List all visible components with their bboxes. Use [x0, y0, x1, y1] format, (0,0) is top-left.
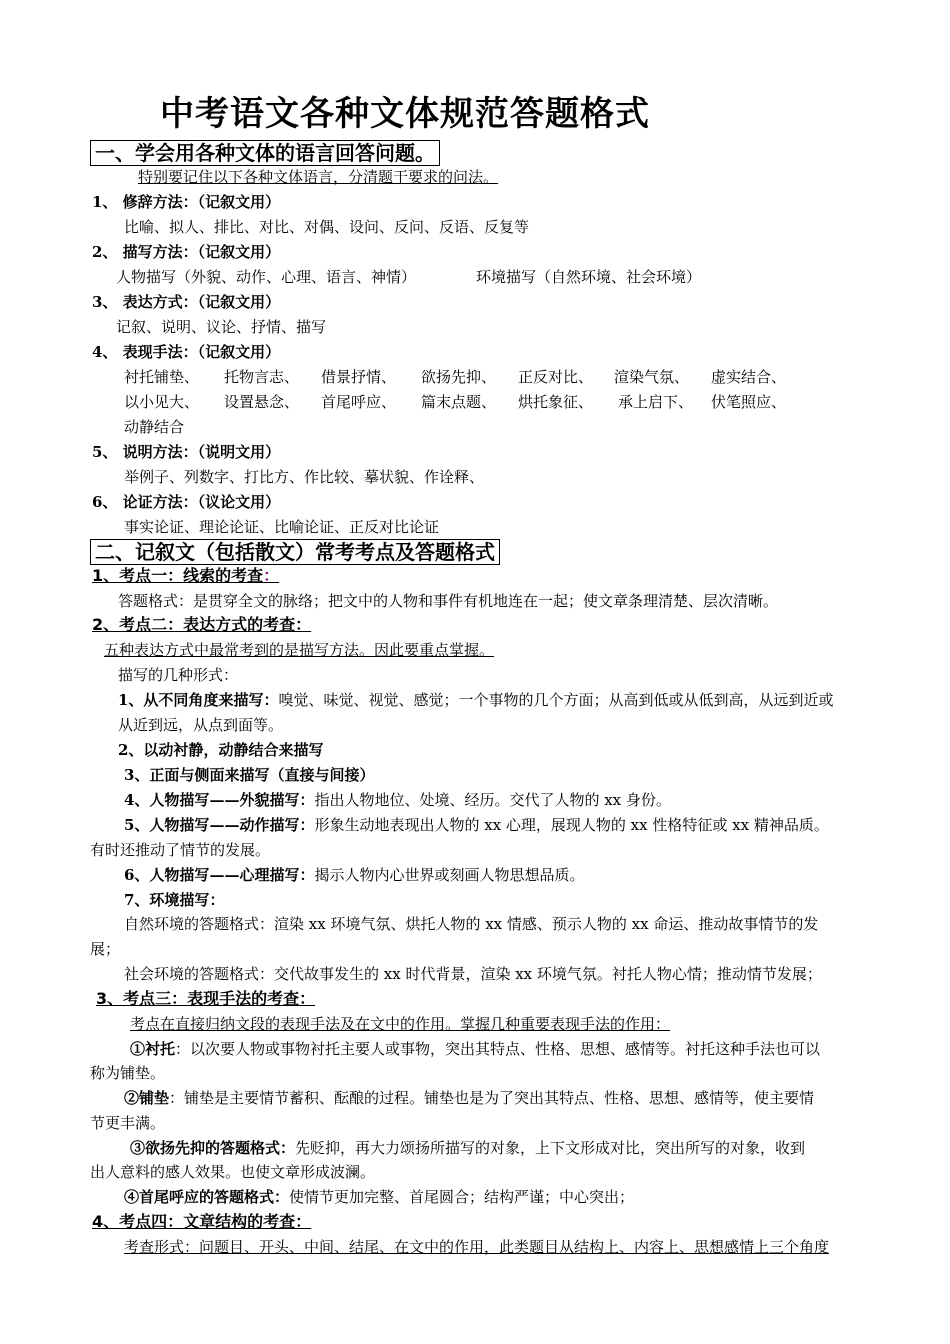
desc-7-social: 社会环境的答题格式：交代故事发生的 xx 时代背景，渲染 xx 环境气氛。衬托人物心情；推动情节发展； [124, 965, 822, 983]
technique: 虚实结合、 [711, 368, 787, 386]
technique: 承上启下、 [618, 393, 694, 411]
item-6-body: 事实论证、理论论证、比喻论证、正反对比论证 [124, 518, 440, 536]
point-4-note: 考查形式：问题目、开头、中间、结尾、在文中的作用，此类题目从结构上、内容上、思想感情上三个角度 [124, 1238, 830, 1256]
desc-2: 2、以动衬静，动静结合来描写 [118, 741, 324, 759]
method-2-cont: 节更丰满。 [90, 1114, 166, 1132]
method-3-label: ③欲扬先抑的答题格式： [130, 1139, 296, 1157]
method-1-label: ①衬托 [130, 1040, 176, 1058]
item-2-heading: 2、 描写方法：（记叙文用） [92, 243, 281, 261]
desc-6 [124, 865, 584, 885]
technique: 借景抒情、 [321, 368, 397, 386]
method-4-text: 使情节更加完整、首尾圆合；结构严谨；中心突出； [289, 1188, 635, 1206]
section-1-heading: 一、学会用各种文体的语言回答问题。 [90, 140, 440, 166]
technique: 衬托铺垫、 [124, 368, 200, 386]
method-4 [124, 1187, 634, 1207]
method-3 [130, 1138, 805, 1158]
point-1-colon: ： [263, 566, 280, 585]
section-2-heading: 二、记叙文（包括散文）常考考点及答题格式 [90, 539, 500, 565]
point-1-label: 1、考点一：线索的考查 [92, 566, 264, 585]
point-1-body: 答题格式：是贯穿全文的脉络；把文中的人物和事件有机地连在一起；使文章条理清楚、层次清晰。 [118, 592, 779, 610]
desc-5-cont: 有时还推动了情节的发展。 [90, 841, 271, 859]
technique: 托物言志、 [224, 368, 300, 386]
point-3-heading: 3、考点三：表现手法的考查： [96, 989, 316, 1008]
desc-1-cont: 从近到远，从点到面等。 [118, 716, 284, 734]
desc-7: 7、环境描写： [124, 891, 225, 909]
item-1-heading: 1、 修辞方法：（记叙文用） [92, 193, 281, 211]
item-4-heading: 4、 表现手法：（记叙文用） [92, 343, 281, 361]
technique: 烘托象征、 [518, 393, 594, 411]
point-1-heading [92, 566, 279, 586]
technique: 欲扬先抑、 [421, 368, 497, 386]
method-1-text: ：以次要人物或事物衬托主要人或事物，突出其特点、性格、思想、感情等。衬托这种手法也可以 [175, 1040, 821, 1058]
point-4-heading: 4、考点四：文章结构的考查： [92, 1212, 312, 1231]
desc-5 [124, 815, 829, 835]
desc-4 [124, 790, 671, 810]
method-1 [130, 1039, 820, 1059]
item-2-body-a: 人物描写（外貌、动作、心理、语言、神情） [116, 268, 417, 286]
desc-1 [118, 690, 833, 710]
method-2 [124, 1088, 814, 1108]
method-3-text: 先贬抑，再大力颂扬所描写的对象，上下文形成对比，突出所写的对象，收到 [295, 1139, 806, 1157]
item-4-row-3: 动静结合 [124, 418, 185, 436]
desc-4-label: 4、人物描写——外貌描写： [124, 791, 315, 809]
technique: 以小见大、 [124, 393, 200, 411]
technique: 正反对比、 [518, 368, 594, 386]
item-5-heading: 5、 说明方法：（说明文用） [92, 443, 281, 461]
item-5-body: 举例子、列数字、打比方、作比较、摹状貌、作诠释、 [124, 468, 485, 486]
item-2-body-b: 环境描写（自然环境、社会环境） [476, 268, 702, 286]
item-1-body: 比喻、拟人、排比、对比、对偶、设问、反问、反语、反复等 [124, 218, 530, 236]
technique: 伏笔照应、 [711, 393, 787, 411]
desc-5-label: 5、人物描写——动作描写： [124, 816, 315, 834]
item-6-heading: 6、 论证方法：（议论文用） [92, 493, 281, 511]
desc-1-text: 嗅觉、味觉、视觉、感觉；一个事物的几个方面；从高到低或从低到高，从远到近或 [278, 691, 834, 709]
desc-1-label: 1、从不同角度来描写： [118, 691, 279, 709]
item-3-heading: 3、 表达方式：（记叙文用） [92, 293, 281, 311]
method-4-label: ④首尾呼应的答题格式： [124, 1188, 290, 1206]
desc-3: 3、正面与侧面来描写（直接与间接） [124, 766, 375, 784]
method-3-cont: 出人意料的感人效果。也使文章形成波澜。 [90, 1163, 376, 1181]
point-2-note: 五种表达方式中最常考到的是描写方法。因此要重点掌握。 [104, 641, 495, 659]
desc-4-text: 指出人物地位、处境、经历。交代了人物的 xx 身份。 [314, 791, 671, 809]
technique: 篇末点题、 [421, 393, 497, 411]
desc-7-natural-cont: 展； [90, 940, 121, 958]
point-3-note: 考点在直接归纳文段的表现手法及在文中的作用。掌握几种重要表现手法的作用： [130, 1015, 671, 1033]
technique: 渲染气氛、 [614, 368, 690, 386]
section-1-note: 特别要记住以下各种文体语言，分清题干要求的问法。 [138, 168, 499, 186]
point-2-heading: 2、考点二：表达方式的考查： [92, 615, 312, 634]
method-2-text: ：铺垫是主要情节蓄积、酝酿的过程。铺垫也是为了突出其特点、性格、思想、感情等，使主要情 [169, 1089, 815, 1107]
method-2-label: ②铺垫 [124, 1089, 170, 1107]
desc-6-text: 揭示人物内心世界或刻画人物思想品质。 [314, 866, 585, 884]
page-title: 中考语文各种文体规范答题格式 [160, 94, 650, 134]
method-1-cont: 称为铺垫。 [90, 1064, 166, 1082]
point-2-intro: 描写的几种形式： [118, 666, 239, 684]
desc-5-text: 形象生动地表现出人物的 xx 心理，展现人物的 xx 性格特征或 xx 精神品质。 [314, 816, 829, 834]
desc-6-label: 6、人物描写——心理描写： [124, 866, 315, 884]
item-3-body: 记叙、说明、议论、抒情、描写 [116, 318, 327, 336]
desc-7-natural: 自然环境的答题格式：渲染 xx 环境气氛、烘托人物的 xx 情感、预示人物的 xx 命运、推动故事情节的发 [124, 915, 819, 933]
technique: 设置悬念、 [224, 393, 300, 411]
technique: 首尾呼应、 [321, 393, 397, 411]
